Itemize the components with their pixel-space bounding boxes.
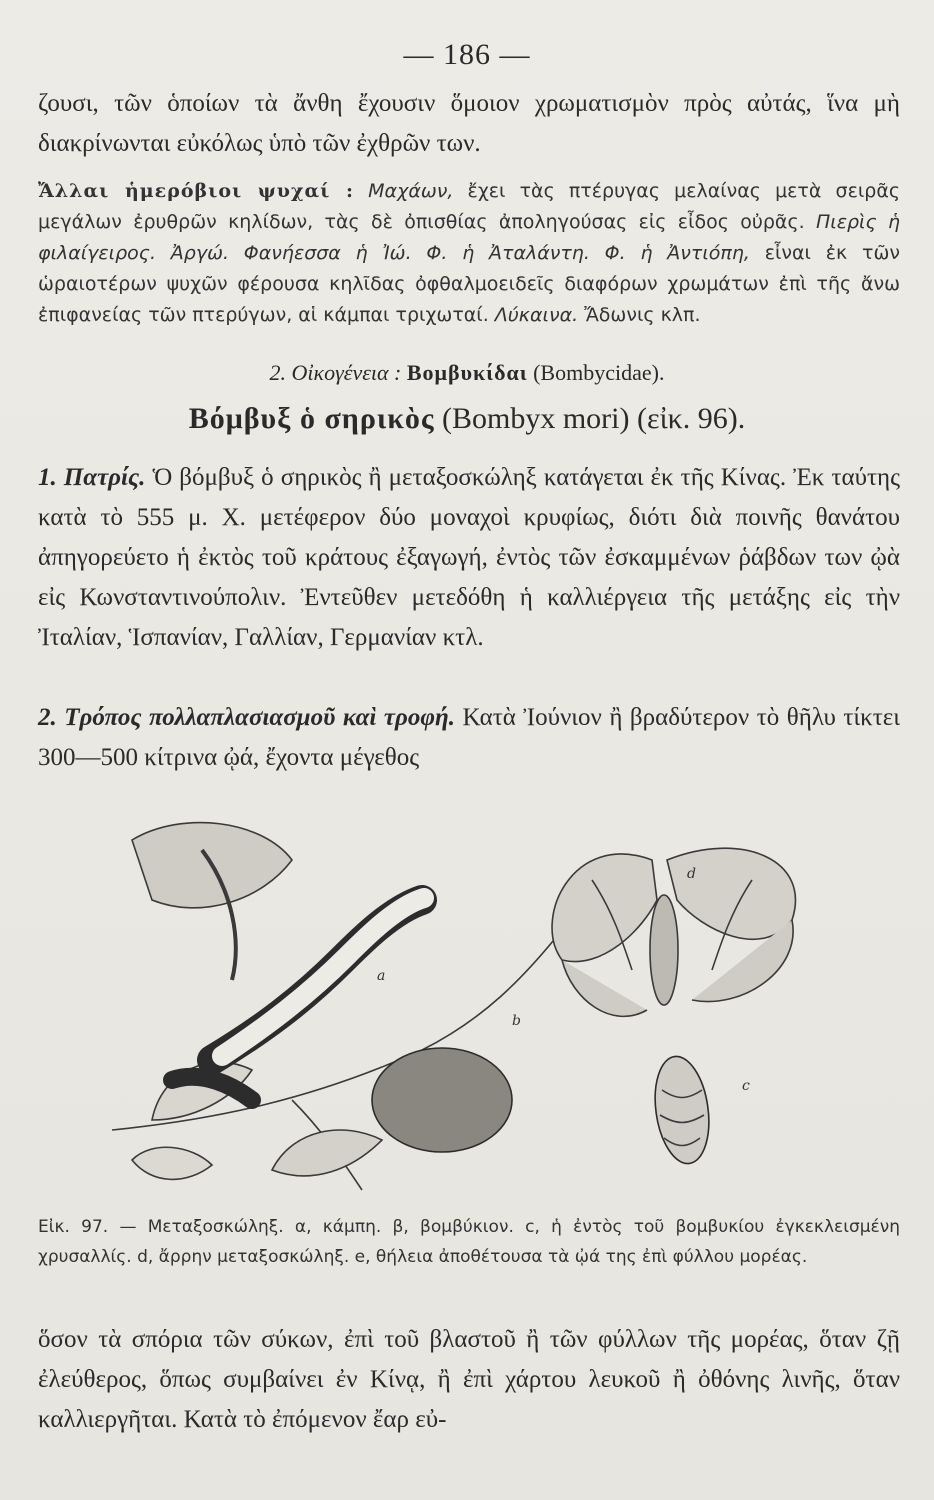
other-butterflies-lead: Ἄλλαι ἡμερόβιοι ψυχαί : — [38, 180, 355, 202]
silkworm-drawing — [92, 800, 852, 1200]
page-number: — 186 — — [403, 38, 531, 71]
section-1-label: 1. Πατρίς. — [38, 464, 146, 491]
machaon-description: ἔχει τὰς πτέρυγας μελαίνας μετὰ σειρᾶς μεγάλων ἐρυθρῶν κηλίδων, τὰς δὲ ὀπισθίας ἀποληγούσας εἰς εἶδος οὐρᾶς. — [38, 180, 900, 233]
adonis-name: Ἄδωνις κλπ. — [584, 304, 701, 326]
figure-label-d: d — [687, 866, 696, 882]
caterpillar-fill — [222, 898, 424, 1056]
section-2-label: 2. Τρόπος πολλαπλασιασμοῦ καὶ τροφή. — [38, 704, 455, 731]
species-list: Πιερὶς ἡ φιλαίγειρος. Ἀργώ. Φανήεσσα ἡ Ἰώ. Φ. ἡ Ἀταλάντη. Φ. ἡ Ἀντιόπη, — [38, 211, 900, 264]
figure-label-b: b — [512, 1013, 521, 1029]
chrysalis — [649, 1053, 716, 1167]
section-1-text: Ὁ βόμβυξ ὁ σηρικὸς ἢ μεταξοσκώληξ κατάγεται ἐκ τῆς Κίνας. Ἐκ ταύτης κατὰ τὸ 555 μ. Χ. μετέφερον δύο μοναχοὶ κρυφίως, διότι διὰ ποινῆς θανάτου ἀπηγορεύετο ἡ ἐκτὸς τοῦ κράτους ἐξαγωγή, ἐντὸς τῶν ἐσκαμμένων ῥάβδων των ᾠὰ εἰς Κωνσταντινούπολιν. Ἐντεῦθεν μετεδόθη ἡ καλλιέργεια τῆς μετάξης εἰς τὴν Ἰταλίαν, Ἱσπανίαν, Γαλλίαν, Γερμανίαν κτλ. — [38, 464, 900, 651]
section-reproduction — [38, 698, 900, 778]
family-prefix: 2. Οἰκογένεια : — [269, 360, 402, 385]
figure-label-c: c — [742, 1078, 750, 1094]
intro-paragraph: ζουσι, τῶν ὁποίων τὰ ἄνθη ἔχουσιν ὅμοιον χρωματισμὸν πρὸς αὐτάς, ἵνα μὴ διακρίνωνται εὐκόλως ὑπὸ τῶν ἐχθρῶν των. — [38, 90, 900, 157]
species-greek-name: Βόμβυξ ὁ σηρικὸς — [188, 402, 435, 435]
moth-d-wing-left — [552, 854, 657, 962]
lykaina-name: Λύκαινα. — [494, 304, 579, 326]
silkworm-illustration — [92, 800, 852, 1200]
other-butterflies-paragraph — [38, 176, 900, 331]
family-line — [0, 360, 934, 386]
figure-label-a: a — [377, 968, 386, 984]
species-latin-name: (Bombyx mori) (εἰκ. 96). — [442, 402, 746, 435]
moth-d-hindwing-left — [562, 960, 647, 1016]
cocoon — [372, 1048, 512, 1152]
closing-paragraph: ὅσον τὰ σπόρια τῶν σύκων, ἐπὶ τοῦ βλαστοῦ ἢ τῶν φύλλων τῆς μορέας, ὅταν ζῇ ἐλεύθερος, ὅπως συμβαίνει ἐν Κίνᾳ, ἢ ἐπὶ χάρτου λευκοῦ ἢ ὀθόνης λινῆς, ὅταν καλλιεργῆται. Κατὰ τὸ ἐπόμενον ἔαρ εὐ- — [38, 1326, 900, 1433]
section-homeland — [38, 458, 900, 658]
figure-caption: Εἰκ. 97. — Μεταξοσκώληξ. α, κάμπη. β, βομβύκιον. c, ἡ ἐντὸς τοῦ βομβυκίου ἐγκεκλεισμένη χρυσαλλίς. d, ἄρρην μεταξοσκώληξ. e, θήλεια ἀποθέτουσα τὰ ᾠά της ἐπὶ φύλλου μορέας. — [38, 1217, 900, 1267]
section-2-text: Κατὰ Ἰούνιον ἢ βραδύτερον τὸ θῆλυ τίκτει 300—500 κίτρινα ᾠά, ἔχοντα μέγεθος — [38, 704, 901, 771]
closing-block — [38, 1320, 900, 1440]
moth-d-body — [650, 895, 678, 1005]
moth-d-wing-right — [667, 848, 795, 939]
machaon-name: Μαχάων, — [368, 180, 454, 202]
leaf-2 — [272, 1130, 382, 1176]
species-heading — [0, 402, 934, 436]
family-name: Βομβυκίδαι — [406, 360, 528, 385]
other-butterflies-block — [38, 176, 900, 331]
leaf-3 — [132, 1147, 212, 1179]
antiope-description: εἶναι ἐκ τῶν ὡραιοτέρων ψυχῶν φέρουσα κηλῖδας ὀφθαλμοειδεῖς διαφόρων χρωμάτων ἐπὶ τῆς ἄνω ἐπιφανείας τῶν πτερύγων, αἱ κάμπαι τριχωταί. — [38, 242, 900, 326]
intro-block — [38, 84, 900, 164]
family-latin: (Bombycidae). — [533, 360, 665, 385]
